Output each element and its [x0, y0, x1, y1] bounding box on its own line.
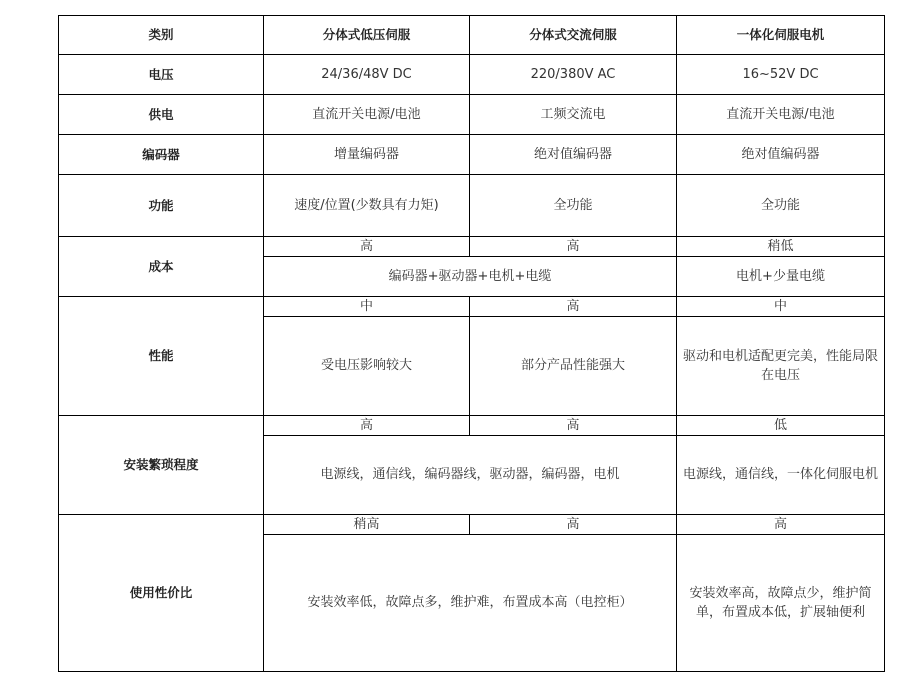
power-cell: 直流开关电源/电池	[264, 95, 470, 135]
value-level: 高	[677, 515, 885, 535]
voltage-cell: 24/36/48V DC	[264, 55, 470, 95]
performance-desc: 受电压影响较大	[264, 317, 470, 416]
function-cell: 速度/位置(少数具有力矩)	[264, 175, 470, 237]
voltage-label: 电压	[59, 55, 264, 95]
install-level-row	[59, 416, 885, 436]
value-level-row	[59, 515, 885, 535]
install-level: 高	[264, 416, 470, 436]
cost-level: 稍低	[677, 237, 885, 257]
performance-label: 性能	[59, 297, 264, 416]
encoder-cell: 增量编码器	[264, 135, 470, 175]
voltage-cell: 16~52V DC	[677, 55, 885, 95]
install-desc: 电源线，通信线，一体化伺服电机	[677, 436, 885, 515]
install-level: 低	[677, 416, 885, 436]
power-row	[59, 95, 885, 135]
header-integrated: 一体化伺服电机	[677, 16, 885, 55]
install-desc: 电源线，通信线，编码器线，驱动器，编码器，电机	[264, 436, 677, 515]
function-cell: 全功能	[470, 175, 677, 237]
header-row	[59, 16, 885, 55]
comparison-table	[58, 15, 885, 672]
performance-level-row	[59, 297, 885, 317]
cost-label: 成本	[59, 237, 264, 297]
encoder-cell: 绝对值编码器	[677, 135, 885, 175]
performance-level: 中	[677, 297, 885, 317]
header-split-ac: 分体式交流伺服	[470, 16, 677, 55]
value-label: 使用性价比	[59, 515, 264, 672]
voltage-cell: 220/380V AC	[470, 55, 677, 95]
header-category: 类别	[59, 16, 264, 55]
header-split-low-voltage: 分体式低压伺服	[264, 16, 470, 55]
function-row	[59, 175, 885, 237]
value-level: 稍高	[264, 515, 470, 535]
value-desc: 安装效率低，故障点多，维护难，布置成本高（电控柜）	[264, 535, 677, 672]
install-level: 高	[470, 416, 677, 436]
voltage-row	[59, 55, 885, 95]
install-label: 安装繁琐程度	[59, 416, 264, 515]
function-cell: 全功能	[677, 175, 885, 237]
cost-desc: 编码器+驱动器+电机+电缆	[264, 257, 677, 297]
power-cell: 工频交流电	[470, 95, 677, 135]
cost-level: 高	[264, 237, 470, 257]
power-cell: 直流开关电源/电池	[677, 95, 885, 135]
cost-desc: 电机+少量电缆	[677, 257, 885, 297]
encoder-row	[59, 135, 885, 175]
function-label: 功能	[59, 175, 264, 237]
cost-level: 高	[470, 237, 677, 257]
value-desc: 安装效率高，故障点少，维护简单，布置成本低，扩展轴便利	[677, 535, 885, 672]
encoder-cell: 绝对值编码器	[470, 135, 677, 175]
performance-desc: 部分产品性能强大	[470, 317, 677, 416]
performance-desc: 驱动和电机适配更完美，性能局限在电压	[677, 317, 885, 416]
power-label: 供电	[59, 95, 264, 135]
performance-level: 高	[470, 297, 677, 317]
encoder-label: 编码器	[59, 135, 264, 175]
value-level: 高	[470, 515, 677, 535]
cost-level-row	[59, 237, 885, 257]
performance-level: 中	[264, 297, 470, 317]
